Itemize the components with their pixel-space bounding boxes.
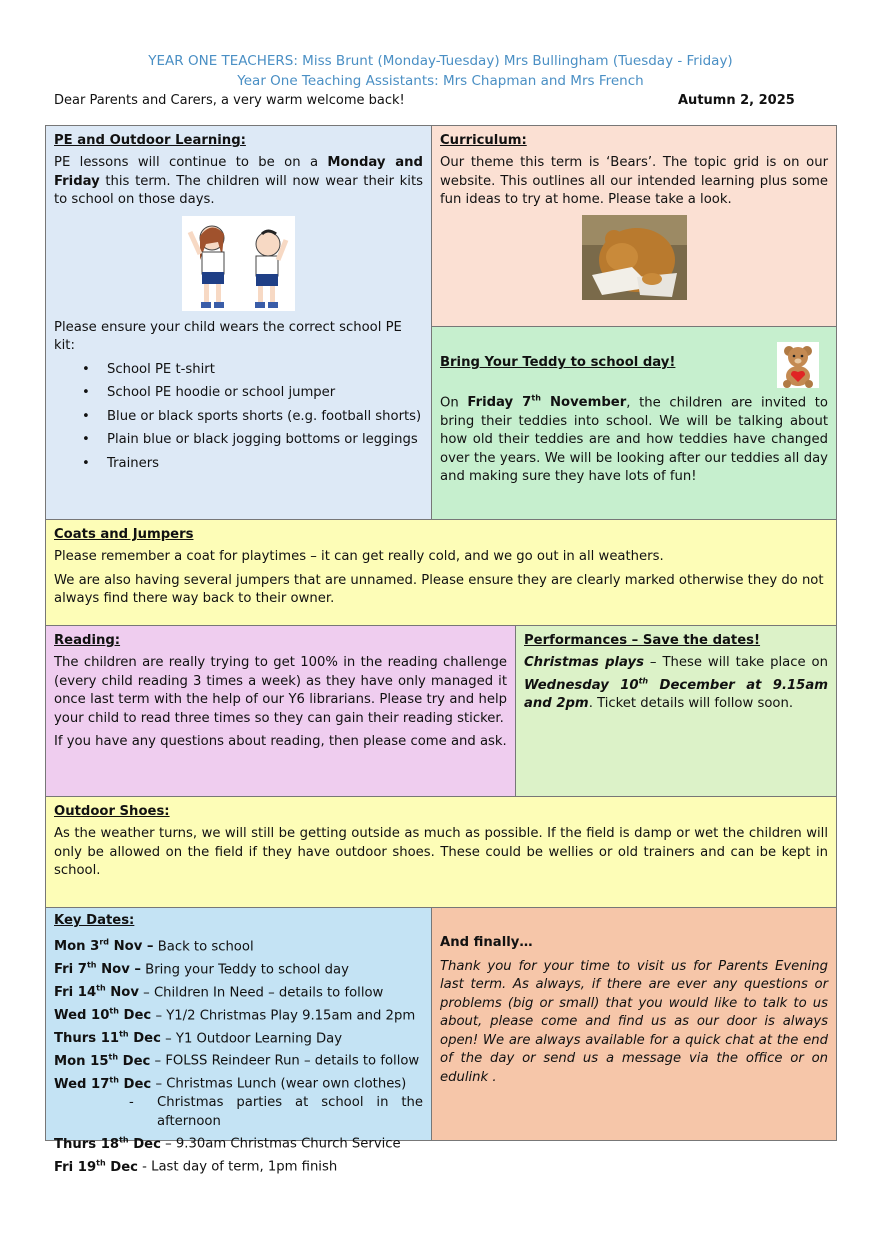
- pe-kit-intro: Please ensure your child wears the correct school PE kit:: [54, 319, 402, 353]
- assistants-heading: Year One Teaching Assistants: Mrs Chapman and Mrs French: [237, 73, 644, 89]
- list-item: • School PE t-shirt: [82, 361, 423, 380]
- coats-title: Coats and Jumpers: [54, 527, 194, 542]
- teddy-title: Bring Your Teddy to school day!: [440, 355, 676, 370]
- bear-illustration: [582, 215, 687, 300]
- performances-text: Christmas plays – These will take place on Wednesday 10th December at 9.15am and 2pm. Ticket details will follow soon.: [524, 655, 828, 712]
- pe-section: [45, 125, 432, 520]
- list-item: • School PE hoodie or school jumper: [82, 384, 423, 403]
- key-dates-title: Key Dates:: [54, 913, 135, 928]
- key-dates-section: [45, 907, 432, 1175]
- key-date-row: Fri 19th Dec - Last day of term, 1pm finish: [54, 1158, 338, 1175]
- finally-section: [431, 907, 837, 1141]
- finally-title: And finally…: [440, 935, 533, 950]
- pe-children-illustration: [182, 216, 295, 311]
- reading-text-2: If you have any questions about reading, then please come and ask.: [54, 734, 507, 749]
- list-item: • Blue or black sports shorts (e.g. football shorts): [82, 408, 423, 427]
- term-label: Autumn 2, 2025: [678, 93, 795, 108]
- list-item: • Trainers: [82, 455, 423, 474]
- shoes-section: [45, 796, 837, 908]
- coats-text-2: We are also having several jumpers that are unnamed. Please ensure they are clearly marked otherwise they do not always find there way back to their owner.: [54, 572, 824, 606]
- list-item: • Plain blue or black jogging bottoms or leggings: [82, 431, 423, 450]
- key-date-row: Wed 10th Dec – Y1/2 Christmas Play 9.15am and 2pm: [54, 1006, 416, 1024]
- key-date-subitem: - Christmas parties at school in the afternoon: [129, 1095, 423, 1129]
- key-date-row: Wed 17th Dec – Christmas Lunch (wear own clothes): [54, 1075, 407, 1092]
- pe-title: PE and Outdoor Learning:: [54, 133, 246, 148]
- curriculum-title: Curriculum:: [440, 133, 527, 148]
- performances-title: Performances – Save the dates!: [524, 633, 761, 648]
- key-date-row: Fri 14th Nov – Children In Need – details to follow: [54, 983, 384, 1001]
- key-date-row: Mon 15th Dec – FOLSS Reindeer Run – details to follow: [54, 1052, 420, 1069]
- coats-text-1: Please remember a coat for playtimes – it can get really cold, and we go out in all weathers.: [54, 549, 664, 564]
- reading-title: Reading:: [54, 633, 121, 648]
- reading-section: [45, 625, 516, 797]
- teddy-text: On Friday 7th November, the children are invited to bring their teddies into school. We will be talking about how old their teddies are and how teddies have changed over the years. We will be looking after our teddies all day and making sure they have lots of fun!: [440, 394, 829, 485]
- key-date-row: Thurs 18th Dec – 9.30am Christmas Church Service: [54, 1135, 401, 1152]
- pe-kit-list: [82, 361, 423, 474]
- key-date-row: Thurs 11th Dec – Y1 Outdoor Learning Day: [54, 1029, 343, 1046]
- key-date-row: Mon 3rd Nov – Back to school: [54, 938, 254, 955]
- shoes-title: Outdoor Shoes:: [54, 804, 170, 819]
- curriculum-section: [431, 125, 837, 327]
- shoes-text: As the weather turns, we will still be getting outside as much as possible. If the field is damp or wet the children will only be allowed on the field if they have outdoor shoes. These could be wellies or old trainers and can be kept in school.: [54, 826, 828, 878]
- coats-section: [45, 519, 837, 626]
- reading-text-1: The children are really trying to get 100% in the reading challenge (every child reading 3 times a week) as they have only managed it once last term with the help of our Y6 librarians. Please try and help your child to read three times so they can gain their reading sticker.: [54, 655, 507, 726]
- key-date-row: Fri 7th Nov – Bring your Teddy to school day: [54, 960, 349, 978]
- teddy-bear-icon: [777, 342, 819, 388]
- curriculum-text: Our theme this term is ‘Bears’. The topic grid is on our website. This outlines all our intended learning plus some fun ideas to try at home. Please take a look.: [440, 155, 828, 207]
- teachers-heading: YEAR ONE TEACHERS: Miss Brunt (Monday-Tuesday) Mrs Bullingham (Tuesday - Friday): [148, 53, 733, 69]
- pe-intro: PE lessons will continue to be on a Monday and Friday this term. The children will now wear their kits to school on those days.: [54, 155, 423, 207]
- greeting: Dear Parents and Carers, a very warm welcome back!: [54, 93, 405, 108]
- finally-text: Thank you for your time to visit us for Parents Evening last term. As always, if there are ever any questions or problems (big or small) that you would like to talk to us about, please come and find us as our door is always open! We are always available for a quick chat at the end of the day or send us a message via the office or on edulink .: [440, 958, 828, 1085]
- teddy-section: [431, 326, 837, 520]
- performances-section: [515, 625, 837, 797]
